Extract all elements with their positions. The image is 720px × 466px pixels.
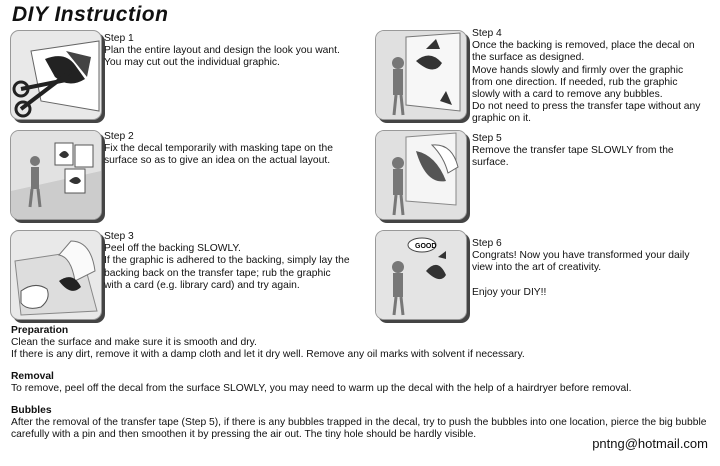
step-label: Step 1 (104, 33, 134, 44)
section-removal (11, 371, 711, 395)
step-3 (104, 231, 350, 292)
speech-bubble-text: GOOD (415, 243, 437, 250)
step-text: Peel off the backing SLOWLY. If the graphic is adhered to the backing, simply lay the backing back on the transfer tape; rub the graphic with a card (e.g. library card) and try again. (104, 243, 350, 291)
step-label: Step 5 (472, 133, 502, 144)
step-6 (472, 238, 706, 299)
step-label: Step 2 (104, 131, 134, 142)
step-text: Remove the transfer tape SLOWLY from the surface. (472, 145, 674, 169)
section-heading: Removal (11, 371, 54, 382)
section-text: To remove, peel off the decal from the surface SLOWLY, you may need to warm up the decal with the help of a hairdryer before removal. (11, 383, 632, 395)
step-label: Step 3 (104, 231, 134, 242)
step2-illustration (10, 130, 102, 220)
step1-illustration (10, 30, 102, 120)
smooth-decal-icon (376, 31, 466, 119)
step-4 (472, 28, 706, 126)
contact-email: pntng@hotmail.com (592, 436, 708, 451)
step-text: Fix the decal temporarily with masking tape on the surface so as to give an idea on the actual layout. (104, 143, 333, 167)
step-2 (104, 131, 348, 168)
step-label: Step 4 (472, 28, 502, 39)
step-text: Plan the entire layout and design the look you want. You may cut out the individual graphic. (104, 45, 340, 69)
wall-decal-icon (11, 131, 101, 219)
section-heading: Bubbles (11, 405, 52, 416)
peel-backing-icon (11, 231, 101, 319)
step3-illustration (10, 230, 102, 320)
scissors-icon (11, 31, 101, 119)
step5-illustration (375, 130, 467, 220)
step6-illustration (375, 230, 467, 320)
step-1 (104, 33, 350, 70)
remove-tape-icon (376, 131, 466, 219)
section-text: After the removal of the transfer tape (Step 5), if there is any bubbles trapped in the decal, try to push the bubbles into one location, pierce the big bubble carefully with a pin and then smoothen it by pressing the air out. The tiny hole should be hardly visible. (11, 417, 707, 441)
step-label: Step 6 (472, 238, 502, 249)
step-text: Once the backing is removed, place the decal on the surface as designed. Move hands slowly and firmly over the graphic from one direction. If needed, rub the graphic slowly with a card to remove any bubbles. Do not need to press the transfer tape without any graphic on it. (472, 40, 701, 125)
step-5 (472, 133, 706, 170)
section-heading: Preparation (11, 325, 69, 336)
step4-illustration (375, 30, 467, 120)
finished-decal-icon (376, 231, 466, 319)
section-text: Clean the surface and make sure it is smooth and dry. If there is any dirt, remove it with a damp cloth and let it dry well. Remove any oil marks with solvent if necessary. (11, 337, 525, 361)
step-text: Congrats! Now you have transformed your daily view into the art of creativity. Enjoy your DIY!! (472, 250, 690, 298)
page-title: DIY Instruction (12, 3, 169, 26)
section-preparation (11, 325, 711, 362)
